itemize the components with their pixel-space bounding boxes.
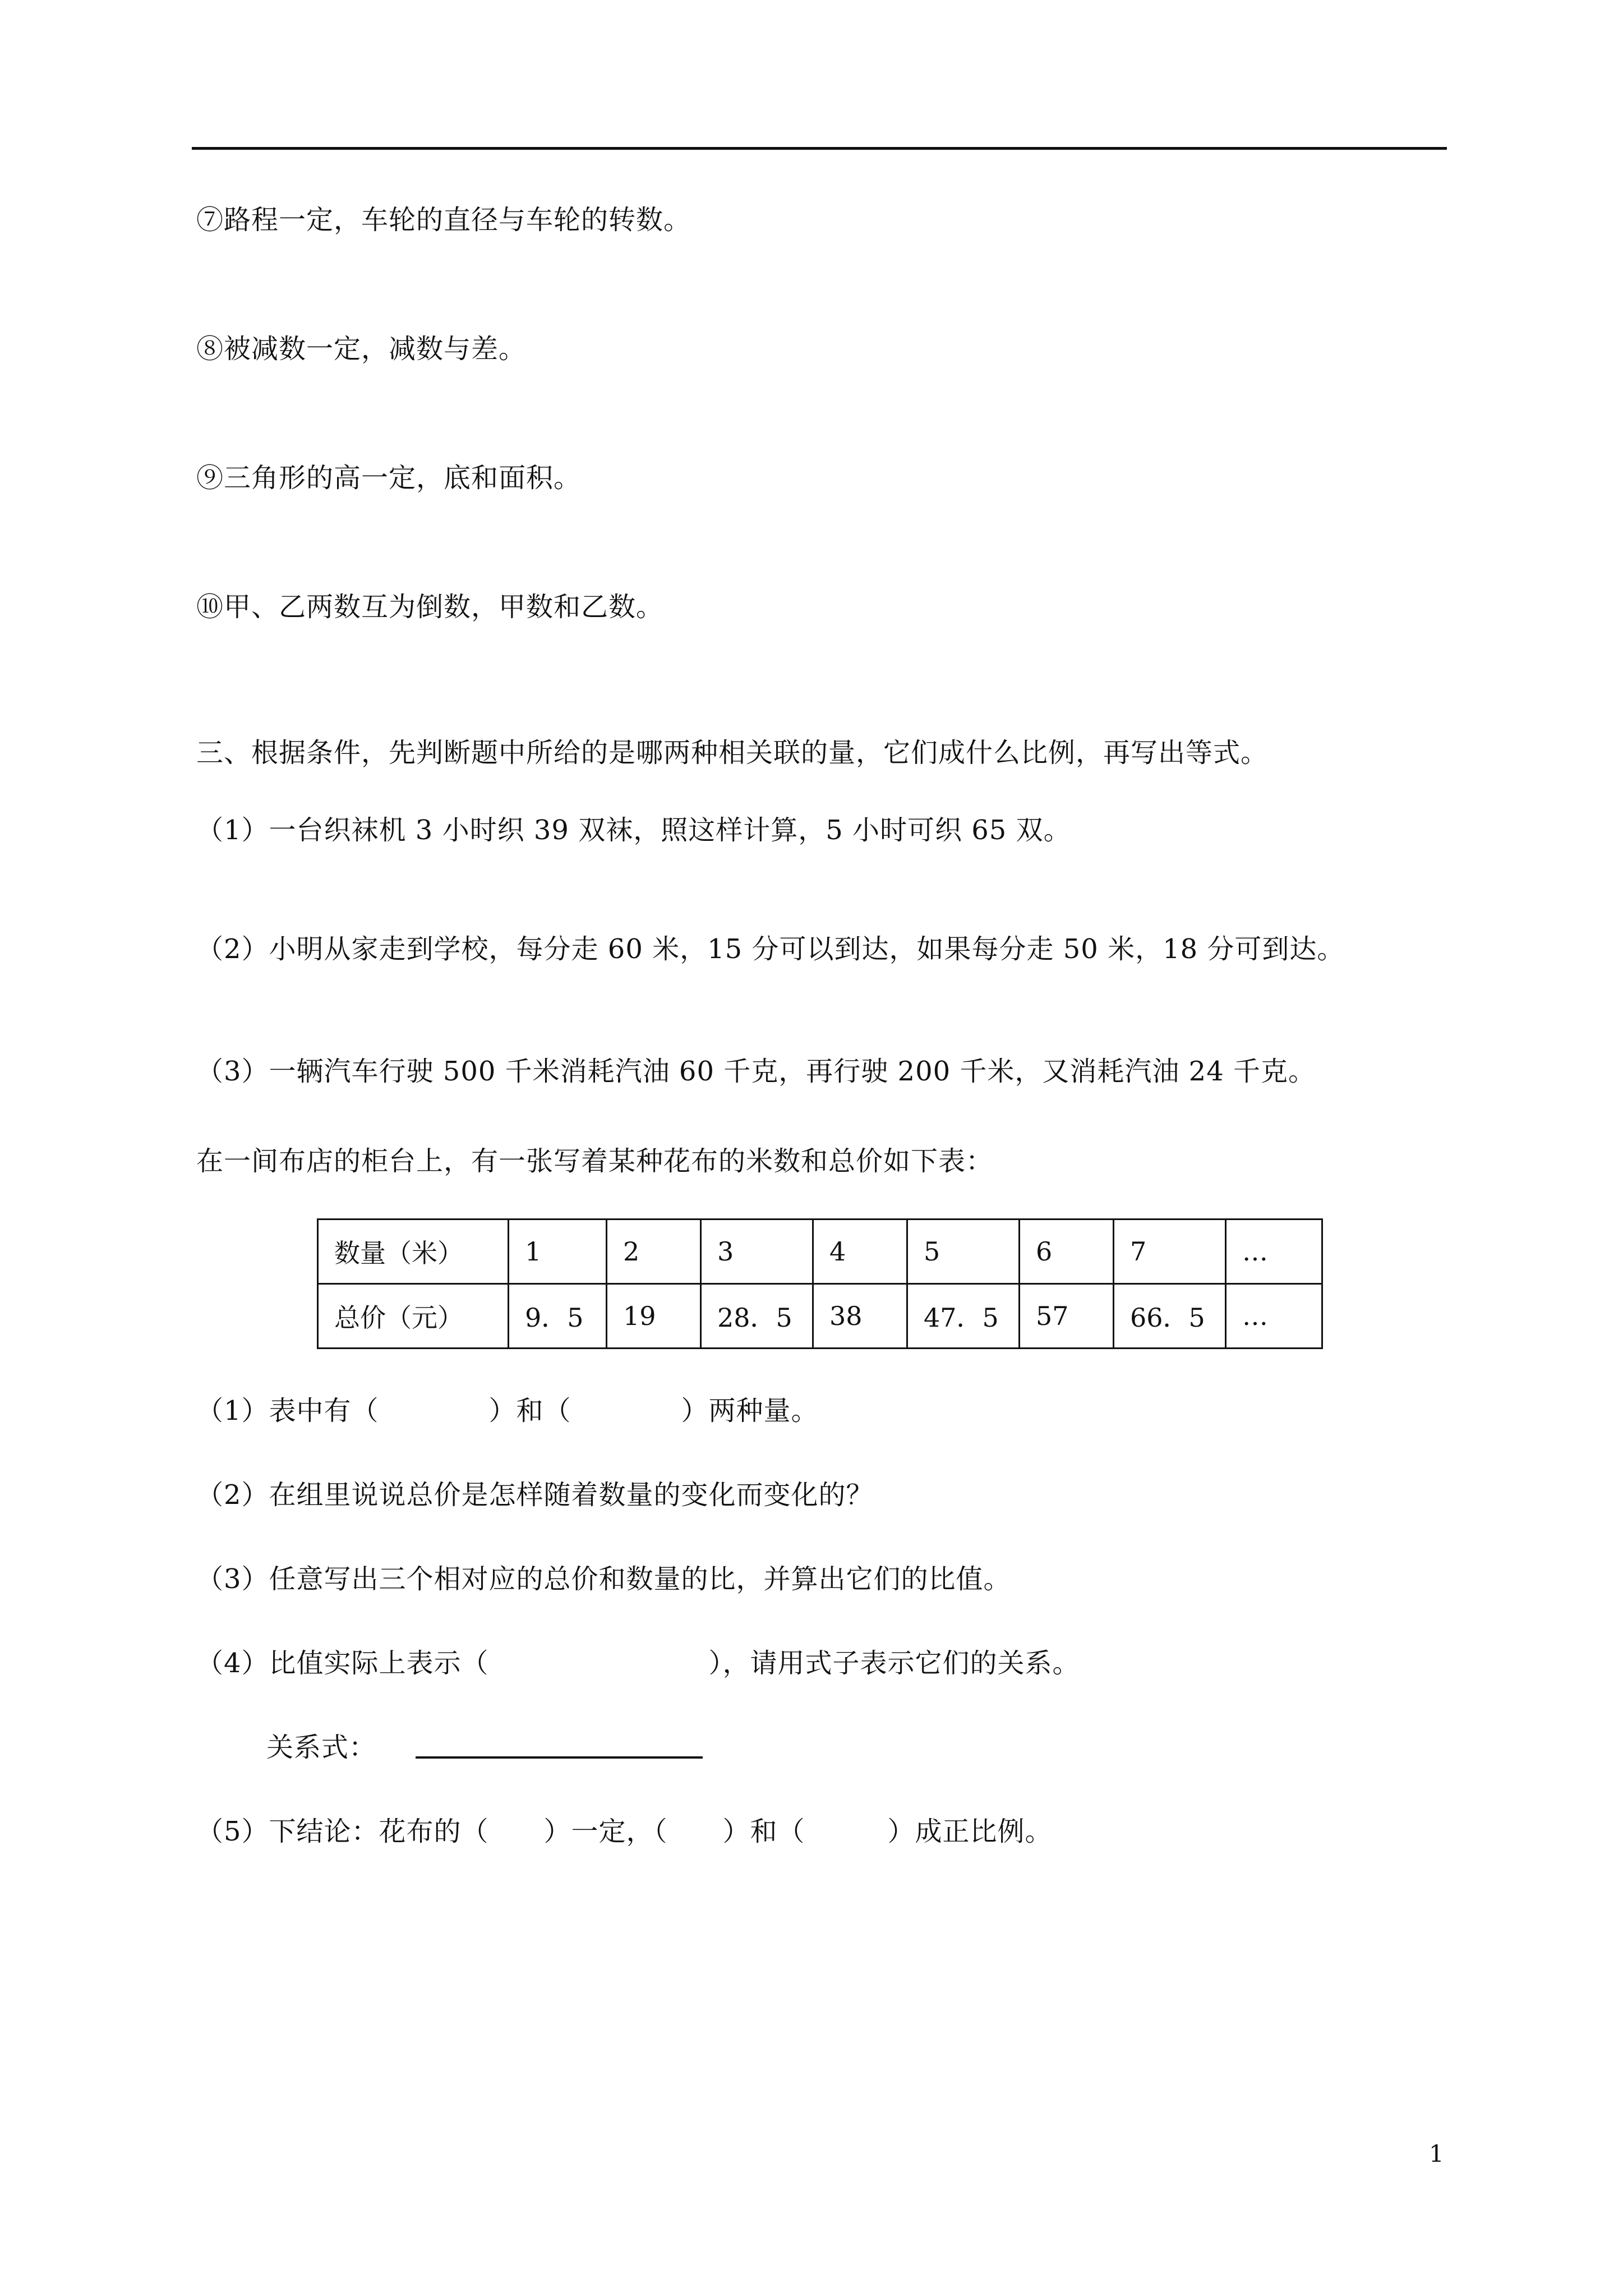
table-intro: 在一间布店的柜台上，有一张写着某种花布的米数和总价如下表： xyxy=(196,1145,994,1177)
table-cell: … xyxy=(1226,1284,1322,1349)
price-table xyxy=(317,1218,1323,1349)
table-cell: 38 xyxy=(813,1284,907,1349)
item-8: ⑧被减数一定，减数与差。 xyxy=(196,333,527,365)
row-header-quantity: 数量（米） xyxy=(318,1220,509,1284)
relation-row xyxy=(266,1731,703,1764)
followup-3: （3）任意写出三个相对应的总价和数量的比，并算出它们的比值。 xyxy=(196,1563,1011,1595)
item-9: ⑨三角形的高一定，底和面积。 xyxy=(196,462,582,494)
followup-4: （4）比值实际上表示（ ），请用式子表示它们的关系。 xyxy=(196,1648,1080,1679)
table-row-quantity xyxy=(318,1220,1322,1284)
header-rule xyxy=(192,147,1447,150)
table-cell: 3 xyxy=(701,1220,813,1284)
conclusion: （5）下结论：花布的（ ）一定，（ ）和（ ）成正比例。 xyxy=(196,1816,1053,1847)
relation-answer-line[interactable] xyxy=(416,1756,703,1759)
table-cell: 2 xyxy=(607,1220,701,1284)
table-cell: 9．5 xyxy=(509,1284,607,1349)
table-cell: 28．5 xyxy=(701,1284,813,1349)
section-3-heading: 三、根据条件，先判断题中所给的是哪两种相关联的量，它们成什么比例，再写出等式。 xyxy=(196,737,1269,769)
page-number: 1 xyxy=(1429,2140,1444,2168)
table-cell: 7 xyxy=(1114,1220,1226,1284)
followup-2: （2）在组里说说总价是怎样随着数量的变化而变化的？ xyxy=(196,1479,874,1511)
table-row-total-price xyxy=(318,1284,1322,1349)
section-3-question-1: （1）一台织袜机 3 小时织 39 双袜，照这样计算，5 小时可织 65 双。 xyxy=(196,815,1071,846)
section-3-question-3: （3）一辆汽车行驶 500 千米消耗汽油 60 千克，再行驶 200 千米，又消耗汽油 24 千克。 xyxy=(196,1056,1316,1087)
section-3-question-2: （2）小明从家走到学校，每分走 60 米，15 分可以到达，如果每分走 50 米，18 分可到达。 xyxy=(196,933,1345,965)
table-cell: … xyxy=(1226,1220,1322,1284)
table-cell: 19 xyxy=(607,1284,701,1349)
table-cell: 1 xyxy=(509,1220,607,1284)
table-cell: 4 xyxy=(813,1220,907,1284)
relation-label: 关系式： xyxy=(266,1732,377,1763)
table-cell: 66．5 xyxy=(1114,1284,1226,1349)
row-header-total-price: 总价（元） xyxy=(318,1284,509,1349)
table-cell: 5 xyxy=(907,1220,1020,1284)
table-cell: 57 xyxy=(1020,1284,1114,1349)
item-7: ⑦路程一定，车轮的直径与车轮的转数。 xyxy=(196,204,691,236)
table-cell: 6 xyxy=(1020,1220,1114,1284)
table-cell: 47．5 xyxy=(907,1284,1020,1349)
followup-1: （1）表中有（ ）和（ ）两种量。 xyxy=(196,1395,819,1427)
item-10: ⑩甲、乙两数互为倒数，甲数和乙数。 xyxy=(196,591,664,623)
